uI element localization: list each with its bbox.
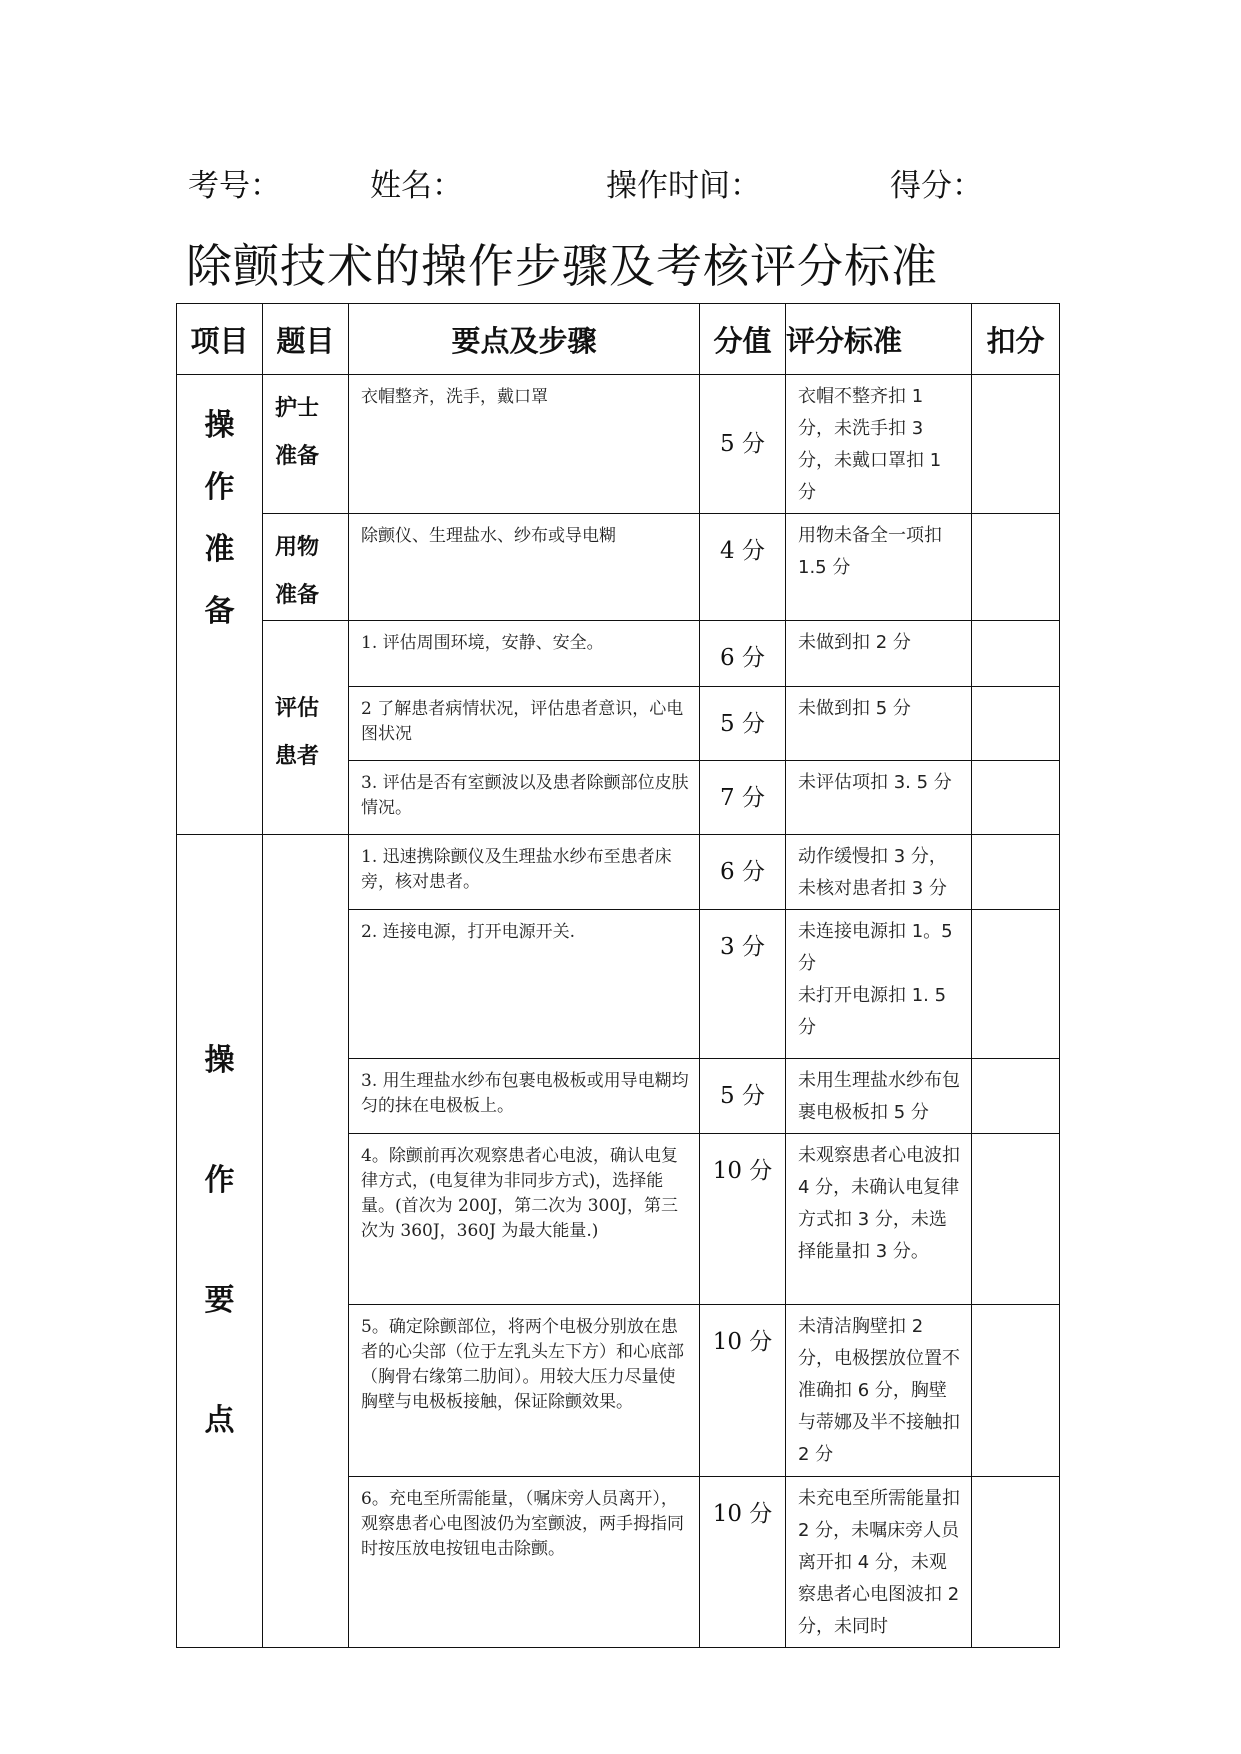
- criteria-cell: 用物未备全一项扣 1.5 分: [786, 514, 972, 621]
- deduction-cell[interactable]: [972, 1477, 1060, 1648]
- table-row: [177, 514, 1060, 621]
- deduction-cell[interactable]: [972, 514, 1060, 621]
- topic-assess-patient: 评估 患者: [263, 621, 349, 835]
- section-operation-prep: 操 作 准 备: [177, 375, 263, 835]
- topic-empty-cell: [263, 835, 349, 1648]
- header-project: 项目: [177, 304, 263, 375]
- step-cell: 5。确定除颤部位，将两个电极分别放在患者的心尖部（位于左乳头左下方）和心底部（胸骨右缘第二肋间）。用较大压力尽量使胸壁与电极板接触，保证除颤效果。: [349, 1305, 700, 1477]
- topic-supplies-prep: 用物 准备: [263, 514, 349, 621]
- criteria-cell: 未做到扣 2 分: [786, 621, 972, 687]
- criteria-cell: 未观察患者心电波扣 4 分，未确认电复律方式扣 3 分，未选择能量扣 3 分。: [786, 1134, 972, 1305]
- header-topic: 题目: [263, 304, 349, 375]
- step-cell: 除颤仪、生理盐水、纱布或导电糊: [349, 514, 700, 621]
- section-operation-key-points: 操 作 要 点: [177, 835, 263, 1648]
- header-steps: 要点及步骤: [349, 304, 700, 375]
- score-cell: 7 分: [700, 761, 786, 835]
- deduction-cell[interactable]: [972, 1305, 1060, 1477]
- table-row: [177, 621, 1060, 687]
- score-cell: 3 分: [700, 910, 786, 1059]
- exam-number-label: 考号：: [188, 168, 281, 204]
- score-cell: 5 分: [700, 375, 786, 514]
- deduction-cell[interactable]: [972, 375, 1060, 514]
- criteria-cell: 未清洁胸壁扣 2 分，电极摆放位置不准确扣 6 分，胸壁与蒂娜及半不接触扣 2 分: [786, 1305, 972, 1477]
- step-cell: 6。充电至所需能量，（嘱床旁人员离开），观察患者心电图波仍为室颤波，两手拇指同时按压放电按钮电击除颤。: [349, 1477, 700, 1648]
- table-row: [177, 375, 1060, 514]
- step-cell: 1. 评估周围环境，安静、安全。: [349, 621, 700, 687]
- deduction-cell[interactable]: [972, 1134, 1060, 1305]
- deduction-cell[interactable]: [972, 687, 1060, 761]
- step-cell: 3. 评估是否有室颤波以及患者除颤部位皮肤情况。: [349, 761, 700, 835]
- score-cell: 10 分: [700, 1305, 786, 1477]
- header-deduction: 扣分: [972, 304, 1060, 375]
- topic-nurse-prep: 护士 准备: [263, 375, 349, 514]
- header-criteria: 评分标准: [786, 304, 972, 375]
- criteria-cell: 未充电至所需能量扣 2 分，未嘱床旁人员离开扣 4 分，未观察患者心电图波扣 2 分，未同时: [786, 1477, 972, 1648]
- deduction-cell[interactable]: [972, 835, 1060, 910]
- deduction-cell[interactable]: [972, 910, 1060, 1059]
- scoring-table: [176, 303, 1060, 1648]
- criteria-cell: 衣帽不整齐扣 1 分，未洗手扣 3 分，未戴口罩扣 1 分: [786, 375, 972, 514]
- table-header-row: [177, 304, 1060, 375]
- step-cell: 1. 迅速携除颤仪及生理盐水纱布至患者床旁，核对患者。: [349, 835, 700, 910]
- step-cell: 2. 连接电源，打开电源开关.: [349, 910, 700, 1059]
- score-label: 得分：: [890, 168, 983, 204]
- step-cell: 4。除颤前再次观察患者心电波，确认电复律方式，(电复律为非同步方式)，选择能量。(首次为 200J，第二次为 300J，第三次为 360J，360J 为最大能量.): [349, 1134, 700, 1305]
- criteria-cell: 未用生理盐水纱布包裹电极板扣 5 分: [786, 1059, 972, 1134]
- document-title: 除颤技术的操作步骤及考核评分标准: [186, 239, 938, 293]
- header-score: 分值: [700, 304, 786, 375]
- criteria-cell: 未连接电源扣 1。5 分 未打开电源扣 1. 5 分: [786, 910, 972, 1059]
- score-cell: 5 分: [700, 687, 786, 761]
- deduction-cell[interactable]: [972, 1059, 1060, 1134]
- criteria-cell: 动作缓慢扣 3 分，未核对患者扣 3 分: [786, 835, 972, 910]
- step-cell: 3. 用生理盐水纱布包裹电极板或用导电糊均匀的抹在电极板上。: [349, 1059, 700, 1134]
- deduction-cell[interactable]: [972, 621, 1060, 687]
- exam-header: [188, 160, 1068, 204]
- criteria-cell: 未评估项扣 3. 5 分: [786, 761, 972, 835]
- name-label: 姓名：: [370, 168, 463, 204]
- score-cell: 10 分: [700, 1134, 786, 1305]
- step-cell: 2 了解患者病情状况，评估患者意识，心电图状况: [349, 687, 700, 761]
- score-cell: 6 分: [700, 835, 786, 910]
- score-cell: 6 分: [700, 621, 786, 687]
- step-cell: 衣帽整齐，洗手，戴口罩: [349, 375, 700, 514]
- score-cell: 5 分: [700, 1059, 786, 1134]
- table-row: [177, 835, 1060, 910]
- score-cell: 10 分: [700, 1477, 786, 1648]
- score-cell: 4 分: [700, 514, 786, 621]
- operation-time-label: 操作时间：: [606, 168, 761, 204]
- criteria-cell: 未做到扣 5 分: [786, 687, 972, 761]
- deduction-cell[interactable]: [972, 761, 1060, 835]
